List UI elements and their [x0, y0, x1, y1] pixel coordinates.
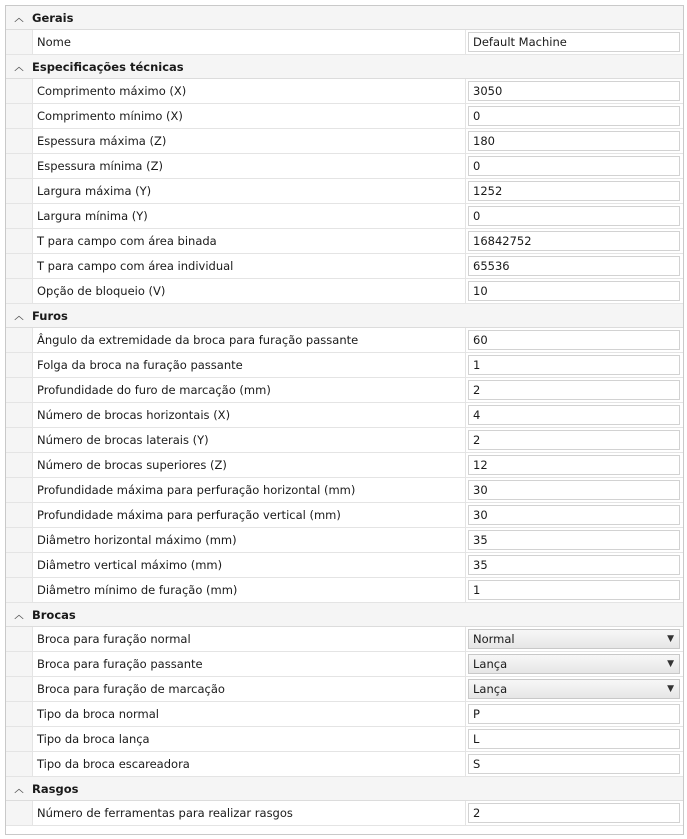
property-row [6, 204, 683, 229]
property-label: Tipo da broca lança [32, 727, 466, 751]
property-label: Profundidade máxima para perfuração horizontal (mm) [32, 478, 466, 502]
broca-furacao-marcacao-select[interactable] [468, 679, 680, 699]
select-value: Normal [473, 632, 515, 646]
comprimento-maximo-field[interactable]: 3050 [468, 81, 680, 101]
section-especificacoes[interactable] [6, 55, 683, 79]
property-row [6, 79, 683, 104]
property-row [6, 179, 683, 204]
profundidade-horizontal-field[interactable]: 30 [468, 480, 680, 500]
section-title: Brocas [32, 607, 76, 622]
property-row [6, 752, 683, 777]
property-row [6, 503, 683, 528]
property-row [6, 453, 683, 478]
property-label: Tipo da broca escareadora [32, 752, 466, 776]
property-label: Comprimento máximo (X) [32, 79, 466, 103]
section-title: Rasgos [32, 781, 79, 796]
property-row [6, 801, 683, 826]
property-label: Ângulo da extremidade da broca para furação passante [32, 328, 466, 352]
diametro-minimo-field[interactable]: 1 [468, 580, 680, 600]
section-brocas[interactable] [6, 603, 683, 627]
property-label: T para campo com área binada [32, 229, 466, 253]
chevron-up-icon[interactable]: ︿ [14, 63, 24, 73]
property-row [6, 528, 683, 553]
chevron-up-icon[interactable]: ︿ [14, 14, 24, 24]
property-row [6, 677, 683, 702]
espessura-maxima-field[interactable]: 180 [468, 131, 680, 151]
section-furos[interactable] [6, 304, 683, 328]
property-label: Opção de bloqueio (V) [32, 279, 466, 303]
nome-field[interactable]: Default Machine [468, 32, 680, 52]
select-value: Lança [473, 657, 508, 671]
property-grid [5, 5, 684, 835]
brocas-superiores-field[interactable]: 12 [468, 455, 680, 475]
section-title: Furos [32, 308, 68, 323]
diametro-vertical-field[interactable]: 35 [468, 555, 680, 575]
espessura-minima-field[interactable]: 0 [468, 156, 680, 176]
property-label: Largura mínima (Y) [32, 204, 466, 228]
chevron-up-icon[interactable]: ︿ [14, 611, 24, 621]
broca-furacao-passante-select[interactable] [468, 654, 680, 674]
diametro-horizontal-field[interactable]: 35 [468, 530, 680, 550]
property-label: Comprimento mínimo (X) [32, 104, 466, 128]
property-label: Folga da broca na furação passante [32, 353, 466, 377]
property-label: T para campo com área individual [32, 254, 466, 278]
select-value: Lança [473, 682, 508, 696]
dropdown-arrow-icon[interactable]: ▼ [667, 684, 674, 694]
property-row [6, 254, 683, 279]
ferramentas-rasgos-field[interactable]: 2 [468, 803, 680, 823]
profundidade-marcacao-field[interactable]: 2 [468, 380, 680, 400]
angulo-extremidade-field[interactable]: 60 [468, 330, 680, 350]
folga-broca-field[interactable]: 1 [468, 355, 680, 375]
comprimento-minimo-field[interactable]: 0 [468, 106, 680, 126]
broca-furacao-normal-select[interactable] [468, 629, 680, 649]
property-label: Broca para furação de marcação [32, 677, 466, 701]
property-row [6, 129, 683, 154]
dropdown-arrow-icon[interactable]: ▼ [667, 659, 674, 669]
chevron-up-icon[interactable]: ︿ [14, 312, 24, 322]
profundidade-vertical-field[interactable]: 30 [468, 505, 680, 525]
property-row [6, 578, 683, 603]
property-label: Espessura mínima (Z) [32, 154, 466, 178]
property-label: Diâmetro horizontal máximo (mm) [32, 528, 466, 552]
largura-minima-field[interactable]: 0 [468, 206, 680, 226]
property-row [6, 553, 683, 578]
property-row [6, 403, 683, 428]
property-row [6, 428, 683, 453]
campo-area-individual-field[interactable]: 65536 [468, 256, 680, 276]
property-label: Nome [32, 30, 466, 54]
property-label: Número de brocas horizontais (X) [32, 403, 466, 427]
property-row [6, 378, 683, 403]
largura-maxima-field[interactable]: 1252 [468, 181, 680, 201]
property-label: Número de ferramentas para realizar rasgos [32, 801, 466, 825]
brocas-laterais-field[interactable]: 2 [468, 430, 680, 450]
property-row [6, 652, 683, 677]
property-row [6, 727, 683, 752]
property-label: Profundidade máxima para perfuração vertical (mm) [32, 503, 466, 527]
opcao-bloqueio-field[interactable]: 10 [468, 281, 680, 301]
property-row [6, 328, 683, 353]
tipo-broca-escareadora-field[interactable]: S [468, 754, 680, 774]
property-row [6, 154, 683, 179]
property-label: Diâmetro vertical máximo (mm) [32, 553, 466, 577]
property-label: Número de brocas laterais (Y) [32, 428, 466, 452]
property-row [6, 353, 683, 378]
section-gerais[interactable] [6, 6, 683, 30]
section-title: Especificações técnicas [32, 59, 184, 74]
property-label: Broca para furação normal [32, 627, 466, 651]
property-label: Número de brocas superiores (Z) [32, 453, 466, 477]
property-row [6, 104, 683, 129]
property-label: Tipo da broca normal [32, 702, 466, 726]
property-row [6, 478, 683, 503]
row-gutter [6, 30, 32, 54]
property-row [6, 702, 683, 727]
property-label: Broca para furação passante [32, 652, 466, 676]
property-row [6, 279, 683, 304]
brocas-horizontais-field[interactable]: 4 [468, 405, 680, 425]
chevron-up-icon[interactable]: ︿ [14, 785, 24, 795]
property-row [6, 229, 683, 254]
section-rasgos[interactable] [6, 777, 683, 801]
tipo-broca-normal-field[interactable]: P [468, 704, 680, 724]
property-label: Espessura máxima (Z) [32, 129, 466, 153]
dropdown-arrow-icon[interactable]: ▼ [667, 634, 674, 644]
campo-area-binada-field[interactable]: 16842752 [468, 231, 680, 251]
property-label: Profundidade do furo de marcação (mm) [32, 378, 466, 402]
property-row [6, 627, 683, 652]
property-label: Diâmetro mínimo de furação (mm) [32, 578, 466, 602]
tipo-broca-lanca-field[interactable]: L [468, 729, 680, 749]
property-row-nome [6, 30, 683, 55]
property-label: Largura máxima (Y) [32, 179, 466, 203]
section-title: Gerais [32, 10, 74, 25]
